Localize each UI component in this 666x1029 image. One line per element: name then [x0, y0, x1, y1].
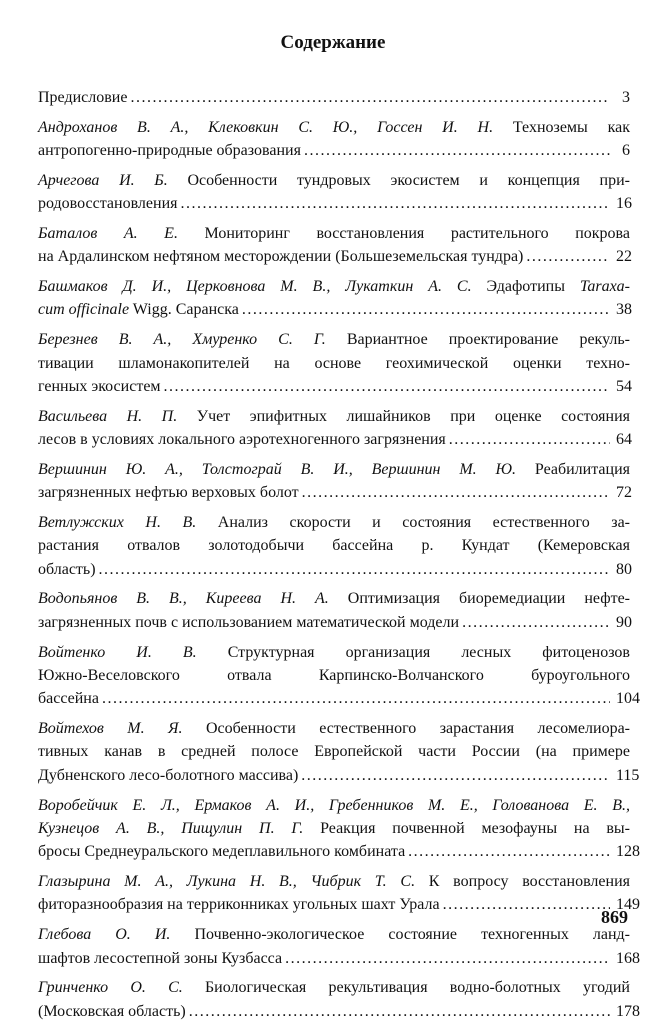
- toc-page-number: 38: [616, 301, 632, 319]
- toc-entry: [38, 511, 630, 581]
- toc-title-text: Мониторинг восстановления растительного покрова: [177, 224, 631, 242]
- toc-title-text: Техноземы как: [493, 118, 630, 136]
- toc-entry-line: [38, 923, 630, 946]
- toc-entry: [38, 458, 630, 505]
- toc-entry-line: [38, 328, 630, 351]
- toc-entry: [38, 222, 630, 269]
- toc-title-text: растания отвалов золотодобычи бассейна р. Кундат (Кемеровская: [38, 537, 630, 555]
- toc-title-text: тивных канав в средней полосе Европейской части России (на примере: [38, 743, 630, 761]
- toc-title-text: [38, 192, 178, 215]
- table-of-contents: [38, 86, 640, 1029]
- toc-title-text: Анализ скорости и состояния естественного за-: [196, 513, 630, 531]
- toc-entry-line: [38, 587, 630, 610]
- toc-title-text: Оптимизация биоремедиации нефте-: [328, 590, 630, 608]
- toc-authors: Кузнецов А. В., Пищулин П. Г.: [38, 819, 304, 837]
- toc-authors: Гринченко О. С.: [38, 979, 183, 997]
- toc-page-number: 115: [616, 766, 640, 784]
- toc-dot-leader: [449, 428, 610, 451]
- toc-entry-last-line: [38, 428, 630, 451]
- toc-title-text: [38, 840, 405, 863]
- toc-title-tail: Wigg. Саранска: [129, 301, 239, 319]
- toc-title-text: Биологическая рекультивация водно-болотных угодий: [182, 979, 630, 997]
- toc-page-number: 72: [616, 484, 632, 502]
- toc-entry: [38, 169, 630, 216]
- toc-title-tail: бросы Среднеуральского медеплавильного комбината: [38, 843, 406, 861]
- toc-entry-line: [38, 275, 630, 298]
- toc-title-text: Вариантное проектирование рекуль-: [325, 331, 630, 349]
- toc-title-text: [38, 1000, 186, 1023]
- toc-entry: [38, 717, 640, 787]
- toc-title-text: Структурная организация лесных фитоценозов: [196, 643, 630, 661]
- toc-dot-leader: [99, 558, 610, 581]
- toc-title-text: Особенности тундровых экосистем и концепция при-: [167, 171, 630, 189]
- toc-title-text: тивации шламонакопителей на основе геохимической оценки техно-: [38, 354, 630, 372]
- toc-title-text: [38, 764, 298, 787]
- toc-title-tail: область): [38, 560, 96, 578]
- toc-title-text: Почвенно-экологическое состояние техногенных ланд-: [170, 926, 631, 944]
- toc-entry-line: [38, 116, 630, 139]
- toc-dot-leader: [443, 893, 610, 916]
- toc-authors: Баталов А. Е.: [38, 224, 178, 242]
- toc-entry-line: [38, 169, 630, 192]
- toc-dot-leader: [302, 481, 610, 504]
- toc-authors: Андроханов В. А., Клековкин С. Ю., Госсен И. Н.: [38, 118, 494, 136]
- toc-title-text: [38, 298, 239, 321]
- toc-page-number: 22: [616, 248, 632, 266]
- toc-authors: Башмаков Д. И., Церковнова М. В., Лукаткин А. С.: [38, 278, 472, 296]
- toc-dot-leader: [408, 840, 610, 863]
- toc-entry-line: [38, 458, 630, 481]
- toc-dot-leader: [164, 375, 610, 398]
- toc-entry: [38, 923, 640, 970]
- toc-title-tail: антропогенно-природные образования: [38, 142, 301, 160]
- toc-title-text: Реакция почвенной мезофауны на вы-: [303, 819, 631, 837]
- toc-authors: Глазырина М. А., Лукина Н. В., Чибрик Т. С.: [38, 873, 416, 891]
- toc-entry: [38, 976, 640, 1023]
- toc-title-text: [38, 558, 96, 581]
- toc-entry-last-line: [38, 86, 630, 109]
- toc-entry: [38, 328, 630, 398]
- toc-page-number: 90: [616, 613, 632, 631]
- toc-title-text: [38, 86, 127, 109]
- page-title: Содержание: [280, 32, 386, 53]
- toc-title-text: [38, 481, 299, 504]
- toc-entry-line: [38, 352, 630, 375]
- toc-title-text: Южно-Веселовского отвала Карпинско-Волчанского буроугольного: [38, 666, 630, 684]
- toc-authors: Войтенко И. В.: [38, 643, 197, 661]
- toc-dot-leader: [102, 687, 610, 710]
- toc-entry: [38, 86, 630, 109]
- toc-title-text: [38, 245, 523, 268]
- toc-page-number: 128: [616, 843, 640, 861]
- toc-entry-last-line: [38, 1000, 640, 1023]
- toc-entry-last-line: [38, 139, 630, 162]
- toc-entry-line: [38, 664, 630, 687]
- toc-entry-line: [38, 817, 630, 840]
- toc-entry-line: [38, 976, 630, 999]
- toc-entry-line: [38, 717, 630, 740]
- toc-title-tail: шафтов лесостепной зоны Кузбасса: [38, 949, 283, 967]
- toc-entry-line: [38, 870, 630, 893]
- toc-title-tail: Дубненского лесо-болотного массива): [38, 766, 299, 784]
- toc-dot-leader: [285, 947, 610, 970]
- toc-entry-line: [38, 222, 630, 245]
- toc-authors: Водопьянов В. В., Киреева Н. А.: [38, 590, 329, 608]
- toc-entry-line: [38, 511, 630, 534]
- toc-entry: [38, 794, 640, 864]
- toc-entry-last-line: [38, 558, 630, 581]
- toc-page-number: 16: [616, 195, 632, 213]
- toc-authors: Войтехов М. Я.: [38, 720, 183, 738]
- toc-title-tail: родовосстановления: [38, 195, 178, 213]
- toc-page-number: 149: [616, 896, 640, 914]
- toc-title-tail: лесов в условиях локального аэротехногенного загрязнения: [38, 431, 446, 449]
- toc-entry-line: [38, 794, 630, 817]
- toc-title-text: Учет эпифитных лишайников при оценке состояния: [177, 407, 630, 425]
- toc-title-text: Особенности естественного зарастания лесомелиора-: [182, 720, 630, 738]
- toc-page-number: 3: [622, 89, 630, 106]
- toc-authors: Арчегова И. Б.: [38, 171, 168, 189]
- toc-entry-last-line: [38, 947, 640, 970]
- toc-title-text: [38, 375, 161, 398]
- toc-title-tail: загрязненных почв с использованием математической модели: [38, 613, 460, 631]
- toc-authors: Глебова О. И.: [38, 926, 171, 944]
- toc-title-tail: (Московская область): [38, 1002, 186, 1020]
- toc-title-text: К вопросу восстановления: [415, 873, 631, 891]
- toc-entry: [38, 116, 630, 163]
- toc-dot-leader: [462, 611, 610, 634]
- toc-page-number: 54: [616, 377, 632, 395]
- toc-title-tail: бассейна: [38, 690, 99, 708]
- toc-entry-last-line: [38, 840, 640, 863]
- toc-page-number: 168: [616, 949, 640, 967]
- toc-title-tail: генных экосистем: [38, 377, 161, 395]
- toc-entry-last-line: [38, 893, 640, 916]
- toc-dot-leader: [130, 86, 610, 109]
- toc-page-number: 6: [622, 142, 630, 160]
- toc-page-number: 80: [616, 560, 632, 578]
- toc-entry-last-line: [38, 375, 630, 398]
- toc-entry-line: [38, 641, 630, 664]
- toc-entry-last-line: [38, 298, 630, 321]
- toc-authors: Воробейчик Е. Л., Ермаков А. И., Гребенников М. Е., Голованова Е. В.,: [38, 796, 630, 814]
- toc-dot-leader: [189, 1000, 610, 1023]
- page-number: 869: [601, 907, 628, 927]
- toc-entry-last-line: [38, 245, 630, 268]
- toc-dot-leader: [301, 764, 610, 787]
- toc-authors: Вершинин Ю. А., Толстограй В. И., Вершинин М. Ю.: [38, 460, 517, 478]
- toc-page-number: 104: [616, 690, 640, 708]
- toc-title-text: [38, 947, 282, 970]
- toc-entry-line: [38, 405, 630, 428]
- toc-title-text: [38, 139, 301, 162]
- toc-dot-leader: [242, 298, 610, 321]
- toc-authors: Васильева Н. П.: [38, 407, 178, 425]
- toc-entry-line: [38, 534, 630, 557]
- toc-authors: Ветлужских Н. В.: [38, 513, 197, 531]
- toc-entry-last-line: [38, 481, 630, 504]
- toc-title-text: [38, 687, 99, 710]
- toc-title-tail: на Ардалинском нефтяном месторождении (Большеземельская тундра): [38, 248, 524, 266]
- toc-species-name: Taraxa-: [579, 278, 630, 296]
- toc-entry: [38, 405, 630, 452]
- toc-title-text: [38, 428, 446, 451]
- toc-title-text: Реабилитация: [516, 460, 631, 478]
- toc-entry: [38, 587, 630, 634]
- toc-entry-last-line: [38, 192, 630, 215]
- toc-dot-leader: [181, 192, 611, 215]
- toc-dot-leader: [526, 245, 610, 268]
- toc-page-number: 64: [616, 431, 632, 449]
- toc-title-tail: Предисловие: [38, 89, 128, 106]
- toc-entry-line: [38, 740, 630, 763]
- toc-authors: Березнев В. А., Хмуренко С. Г.: [38, 331, 326, 349]
- toc-entry-last-line: [38, 687, 640, 710]
- toc-entry-last-line: [38, 764, 640, 787]
- toc-title-tail: загрязненных нефтью верховых болот: [38, 484, 299, 502]
- toc-dot-leader: [304, 139, 610, 162]
- toc-species-name: cum officinale: [38, 301, 130, 319]
- toc-entry: [38, 275, 630, 322]
- toc-page-number: 178: [616, 1002, 640, 1020]
- toc-title-text: [38, 893, 440, 916]
- toc-title-text: [38, 611, 459, 634]
- toc-entry-last-line: [38, 611, 630, 634]
- toc-title-text: Эдафотипы: [471, 278, 580, 296]
- toc-entry: [38, 641, 640, 711]
- toc-entry: [38, 870, 640, 917]
- toc-title-tail: фиторазнообразия на терриконниках угольных шахт Урала: [38, 896, 440, 914]
